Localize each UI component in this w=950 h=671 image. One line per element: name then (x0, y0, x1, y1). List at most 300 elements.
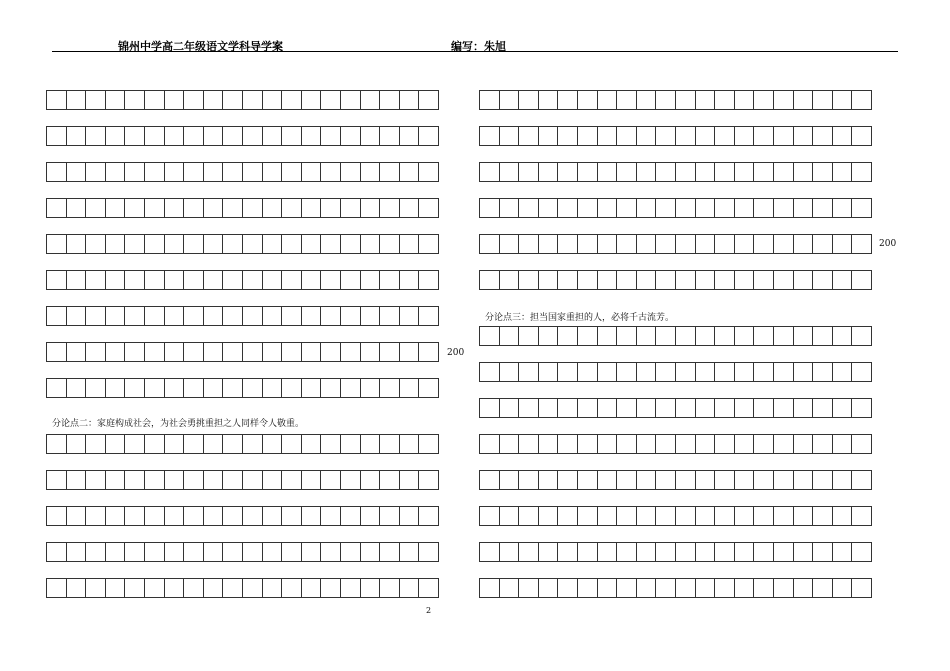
writing-cell[interactable] (754, 235, 774, 253)
writing-cell[interactable] (598, 507, 618, 525)
writing-cell[interactable] (617, 399, 637, 417)
writing-cell[interactable] (223, 471, 243, 489)
writing-cell[interactable] (813, 235, 833, 253)
writing-cell[interactable] (696, 363, 716, 381)
writing-cell[interactable] (204, 235, 224, 253)
writing-cell[interactable] (243, 435, 263, 453)
writing-cell[interactable] (500, 163, 520, 181)
writing-cell[interactable] (125, 543, 145, 561)
writing-cell[interactable] (419, 91, 439, 109)
writing-cell[interactable] (833, 91, 853, 109)
writing-cell[interactable] (480, 235, 500, 253)
writing-cell[interactable] (125, 235, 145, 253)
writing-cell[interactable] (243, 163, 263, 181)
writing-cell[interactable] (715, 471, 735, 489)
writing-cell[interactable] (341, 163, 361, 181)
writing-cell[interactable] (145, 507, 165, 525)
writing-cell[interactable] (617, 127, 637, 145)
writing-cell[interactable] (696, 327, 716, 345)
writing-cell[interactable] (617, 271, 637, 289)
writing-cell[interactable] (637, 91, 657, 109)
writing-cell[interactable] (696, 435, 716, 453)
writing-cell[interactable] (715, 199, 735, 217)
writing-cell[interactable] (813, 327, 833, 345)
writing-cell[interactable] (106, 307, 126, 325)
writing-cell[interactable] (321, 507, 341, 525)
writing-cell[interactable] (539, 91, 559, 109)
writing-cell[interactable] (813, 127, 833, 145)
writing-cell[interactable] (696, 471, 716, 489)
writing-cell[interactable] (656, 471, 676, 489)
writing-cell[interactable] (715, 127, 735, 145)
writing-cell[interactable] (125, 199, 145, 217)
writing-cell[interactable] (341, 343, 361, 361)
writing-cell[interactable] (263, 435, 283, 453)
writing-cell[interactable] (715, 399, 735, 417)
writing-cell[interactable] (500, 435, 520, 453)
writing-cell[interactable] (539, 327, 559, 345)
writing-cell[interactable] (480, 363, 500, 381)
writing-cell[interactable] (774, 235, 794, 253)
writing-cell[interactable] (598, 91, 618, 109)
writing-cell[interactable] (539, 235, 559, 253)
writing-cell[interactable] (676, 235, 696, 253)
writing-cell[interactable] (637, 543, 657, 561)
writing-cell[interactable] (341, 307, 361, 325)
writing-cell[interactable] (263, 235, 283, 253)
writing-cell[interactable] (852, 163, 872, 181)
writing-cell[interactable] (419, 471, 439, 489)
writing-cell[interactable] (617, 543, 637, 561)
writing-cell[interactable] (184, 471, 204, 489)
writing-cell[interactable] (302, 91, 322, 109)
writing-cell[interactable] (480, 127, 500, 145)
writing-cell[interactable] (321, 307, 341, 325)
writing-cell[interactable] (341, 435, 361, 453)
writing-cell[interactable] (361, 235, 381, 253)
writing-cell[interactable] (86, 507, 106, 525)
writing-cell[interactable] (47, 235, 67, 253)
writing-cell[interactable] (617, 471, 637, 489)
writing-cell[interactable] (696, 163, 716, 181)
writing-cell[interactable] (813, 271, 833, 289)
writing-cell[interactable] (321, 343, 341, 361)
writing-cell[interactable] (361, 507, 381, 525)
writing-cell[interactable] (558, 399, 578, 417)
writing-grid-row[interactable] (46, 506, 439, 526)
writing-cell[interactable] (598, 579, 618, 597)
writing-cell[interactable] (500, 363, 520, 381)
writing-cell[interactable] (519, 579, 539, 597)
writing-cell[interactable] (67, 127, 87, 145)
writing-cell[interactable] (598, 543, 618, 561)
writing-cell[interactable] (519, 271, 539, 289)
writing-cell[interactable] (223, 307, 243, 325)
writing-cell[interactable] (204, 379, 224, 397)
writing-cell[interactable] (500, 471, 520, 489)
writing-cell[interactable] (361, 91, 381, 109)
writing-grid-row[interactable] (479, 198, 872, 218)
writing-cell[interactable] (813, 363, 833, 381)
writing-cell[interactable] (419, 235, 439, 253)
writing-cell[interactable] (558, 435, 578, 453)
writing-cell[interactable] (243, 199, 263, 217)
writing-cell[interactable] (656, 363, 676, 381)
writing-cell[interactable] (676, 271, 696, 289)
writing-cell[interactable] (184, 199, 204, 217)
writing-cell[interactable] (419, 435, 439, 453)
writing-cell[interactable] (243, 127, 263, 145)
writing-cell[interactable] (223, 379, 243, 397)
writing-cell[interactable] (361, 435, 381, 453)
writing-grid-row[interactable] (479, 470, 872, 490)
writing-cell[interactable] (341, 471, 361, 489)
writing-cell[interactable] (419, 307, 439, 325)
writing-cell[interactable] (282, 543, 302, 561)
writing-grid-row[interactable] (479, 542, 872, 562)
writing-cell[interactable] (380, 91, 400, 109)
writing-cell[interactable] (578, 507, 598, 525)
writing-grid-row[interactable] (46, 470, 439, 490)
writing-cell[interactable] (400, 127, 420, 145)
writing-cell[interactable] (852, 235, 872, 253)
writing-cell[interactable] (519, 435, 539, 453)
writing-cell[interactable] (794, 471, 814, 489)
writing-cell[interactable] (558, 471, 578, 489)
writing-cell[interactable] (361, 127, 381, 145)
writing-cell[interactable] (656, 579, 676, 597)
writing-cell[interactable] (125, 163, 145, 181)
writing-cell[interactable] (243, 471, 263, 489)
writing-cell[interactable] (578, 199, 598, 217)
writing-cell[interactable] (754, 435, 774, 453)
writing-cell[interactable] (67, 471, 87, 489)
writing-cell[interactable] (833, 163, 853, 181)
writing-cell[interactable] (263, 343, 283, 361)
writing-cell[interactable] (813, 91, 833, 109)
writing-cell[interactable] (578, 271, 598, 289)
writing-cell[interactable] (500, 327, 520, 345)
writing-cell[interactable] (735, 327, 755, 345)
writing-cell[interactable] (380, 199, 400, 217)
writing-cell[interactable] (676, 363, 696, 381)
writing-cell[interactable] (833, 579, 853, 597)
writing-cell[interactable] (676, 507, 696, 525)
writing-cell[interactable] (165, 543, 185, 561)
writing-cell[interactable] (754, 363, 774, 381)
writing-cell[interactable] (243, 543, 263, 561)
writing-cell[interactable] (774, 163, 794, 181)
writing-cell[interactable] (754, 579, 774, 597)
writing-cell[interactable] (204, 307, 224, 325)
writing-cell[interactable] (380, 307, 400, 325)
writing-cell[interactable] (754, 91, 774, 109)
writing-cell[interactable] (519, 507, 539, 525)
writing-cell[interactable] (361, 343, 381, 361)
writing-cell[interactable] (419, 199, 439, 217)
writing-cell[interactable] (833, 271, 853, 289)
writing-cell[interactable] (86, 163, 106, 181)
writing-cell[interactable] (735, 127, 755, 145)
writing-cell[interactable] (852, 543, 872, 561)
writing-cell[interactable] (106, 435, 126, 453)
writing-cell[interactable] (480, 91, 500, 109)
writing-cell[interactable] (321, 271, 341, 289)
writing-grid-row[interactable] (46, 90, 439, 110)
writing-cell[interactable] (617, 327, 637, 345)
writing-cell[interactable] (361, 199, 381, 217)
writing-cell[interactable] (500, 199, 520, 217)
writing-cell[interactable] (696, 235, 716, 253)
writing-cell[interactable] (558, 579, 578, 597)
writing-cell[interactable] (519, 199, 539, 217)
writing-cell[interactable] (223, 579, 243, 597)
writing-cell[interactable] (696, 91, 716, 109)
writing-cell[interactable] (380, 435, 400, 453)
writing-cell[interactable] (637, 507, 657, 525)
writing-grid-row[interactable] (46, 234, 439, 254)
writing-cell[interactable] (637, 327, 657, 345)
writing-cell[interactable] (380, 163, 400, 181)
writing-cell[interactable] (794, 199, 814, 217)
writing-cell[interactable] (794, 579, 814, 597)
writing-cell[interactable] (125, 379, 145, 397)
writing-cell[interactable] (519, 363, 539, 381)
writing-cell[interactable] (419, 579, 439, 597)
writing-cell[interactable] (400, 235, 420, 253)
writing-cell[interactable] (67, 91, 87, 109)
writing-cell[interactable] (125, 435, 145, 453)
writing-cell[interactable] (282, 471, 302, 489)
writing-cell[interactable] (400, 199, 420, 217)
writing-cell[interactable] (598, 199, 618, 217)
writing-cell[interactable] (754, 507, 774, 525)
writing-cell[interactable] (676, 163, 696, 181)
writing-cell[interactable] (184, 271, 204, 289)
writing-cell[interactable] (282, 343, 302, 361)
writing-cell[interactable] (774, 543, 794, 561)
writing-cell[interactable] (558, 127, 578, 145)
writing-cell[interactable] (598, 127, 618, 145)
writing-cell[interactable] (735, 363, 755, 381)
writing-cell[interactable] (165, 235, 185, 253)
writing-cell[interactable] (341, 579, 361, 597)
writing-cell[interactable] (774, 435, 794, 453)
writing-cell[interactable] (223, 271, 243, 289)
writing-grid-row[interactable] (479, 506, 872, 526)
writing-cell[interactable] (341, 379, 361, 397)
writing-cell[interactable] (361, 543, 381, 561)
writing-cell[interactable] (204, 543, 224, 561)
writing-cell[interactable] (165, 271, 185, 289)
writing-cell[interactable] (341, 91, 361, 109)
writing-cell[interactable] (47, 271, 67, 289)
writing-cell[interactable] (539, 579, 559, 597)
writing-cell[interactable] (480, 435, 500, 453)
writing-cell[interactable] (302, 307, 322, 325)
writing-cell[interactable] (282, 435, 302, 453)
writing-cell[interactable] (106, 543, 126, 561)
writing-cell[interactable] (145, 163, 165, 181)
writing-cell[interactable] (165, 199, 185, 217)
writing-cell[interactable] (321, 163, 341, 181)
writing-cell[interactable] (341, 507, 361, 525)
writing-cell[interactable] (125, 307, 145, 325)
writing-cell[interactable] (243, 91, 263, 109)
writing-cell[interactable] (263, 91, 283, 109)
writing-cell[interactable] (676, 471, 696, 489)
writing-cell[interactable] (302, 235, 322, 253)
writing-cell[interactable] (302, 471, 322, 489)
writing-cell[interactable] (165, 127, 185, 145)
writing-grid-row[interactable] (479, 234, 872, 254)
writing-cell[interactable] (715, 163, 735, 181)
writing-cell[interactable] (67, 235, 87, 253)
writing-cell[interactable] (519, 471, 539, 489)
writing-cell[interactable] (754, 543, 774, 561)
writing-cell[interactable] (47, 163, 67, 181)
writing-cell[interactable] (578, 543, 598, 561)
writing-cell[interactable] (380, 343, 400, 361)
writing-cell[interactable] (184, 343, 204, 361)
writing-cell[interactable] (852, 399, 872, 417)
writing-cell[interactable] (184, 379, 204, 397)
writing-cell[interactable] (145, 199, 165, 217)
writing-cell[interactable] (735, 271, 755, 289)
writing-cell[interactable] (578, 363, 598, 381)
writing-cell[interactable] (243, 271, 263, 289)
writing-cell[interactable] (598, 471, 618, 489)
writing-cell[interactable] (656, 543, 676, 561)
writing-cell[interactable] (361, 379, 381, 397)
writing-cell[interactable] (480, 543, 500, 561)
writing-cell[interactable] (165, 379, 185, 397)
writing-cell[interactable] (145, 579, 165, 597)
writing-cell[interactable] (794, 127, 814, 145)
writing-cell[interactable] (184, 543, 204, 561)
writing-cell[interactable] (852, 363, 872, 381)
writing-cell[interactable] (165, 307, 185, 325)
writing-grid-row[interactable] (479, 398, 872, 418)
writing-cell[interactable] (282, 307, 302, 325)
writing-cell[interactable] (715, 579, 735, 597)
writing-cell[interactable] (754, 271, 774, 289)
writing-cell[interactable] (617, 363, 637, 381)
writing-cell[interactable] (282, 271, 302, 289)
writing-cell[interactable] (106, 271, 126, 289)
writing-cell[interactable] (47, 199, 67, 217)
writing-cell[interactable] (47, 579, 67, 597)
writing-cell[interactable] (380, 507, 400, 525)
writing-cell[interactable] (47, 471, 67, 489)
writing-cell[interactable] (341, 127, 361, 145)
writing-cell[interactable] (125, 127, 145, 145)
writing-cell[interactable] (656, 163, 676, 181)
writing-cell[interactable] (419, 543, 439, 561)
writing-cell[interactable] (735, 507, 755, 525)
writing-cell[interactable] (578, 235, 598, 253)
writing-cell[interactable] (361, 271, 381, 289)
writing-cell[interactable] (715, 435, 735, 453)
writing-cell[interactable] (833, 327, 853, 345)
writing-cell[interactable] (519, 327, 539, 345)
writing-cell[interactable] (400, 271, 420, 289)
writing-cell[interactable] (774, 399, 794, 417)
writing-cell[interactable] (165, 471, 185, 489)
writing-cell[interactable] (833, 363, 853, 381)
writing-cell[interactable] (852, 327, 872, 345)
writing-cell[interactable] (735, 543, 755, 561)
writing-cell[interactable] (321, 579, 341, 597)
writing-cell[interactable] (519, 399, 539, 417)
writing-cell[interactable] (67, 543, 87, 561)
writing-cell[interactable] (794, 327, 814, 345)
writing-cell[interactable] (47, 507, 67, 525)
writing-grid-row[interactable] (46, 342, 439, 362)
writing-cell[interactable] (598, 271, 618, 289)
writing-grid-row[interactable] (479, 362, 872, 382)
writing-cell[interactable] (676, 399, 696, 417)
writing-cell[interactable] (696, 127, 716, 145)
writing-cell[interactable] (145, 435, 165, 453)
writing-cell[interactable] (145, 127, 165, 145)
writing-cell[interactable] (47, 435, 67, 453)
writing-cell[interactable] (578, 435, 598, 453)
writing-cell[interactable] (86, 271, 106, 289)
writing-cell[interactable] (282, 163, 302, 181)
writing-cell[interactable] (106, 379, 126, 397)
writing-cell[interactable] (341, 235, 361, 253)
writing-cell[interactable] (598, 163, 618, 181)
writing-cell[interactable] (184, 579, 204, 597)
writing-grid-row[interactable] (46, 542, 439, 562)
writing-cell[interactable] (715, 235, 735, 253)
writing-cell[interactable] (637, 199, 657, 217)
writing-cell[interactable] (282, 235, 302, 253)
writing-cell[interactable] (558, 271, 578, 289)
writing-cell[interactable] (500, 235, 520, 253)
writing-cell[interactable] (145, 235, 165, 253)
writing-cell[interactable] (302, 543, 322, 561)
writing-cell[interactable] (715, 271, 735, 289)
writing-cell[interactable] (321, 435, 341, 453)
writing-cell[interactable] (676, 435, 696, 453)
writing-cell[interactable] (794, 507, 814, 525)
writing-cell[interactable] (715, 507, 735, 525)
writing-cell[interactable] (86, 435, 106, 453)
writing-cell[interactable] (519, 91, 539, 109)
writing-cell[interactable] (145, 307, 165, 325)
writing-cell[interactable] (204, 127, 224, 145)
writing-grid-row[interactable] (46, 270, 439, 290)
writing-cell[interactable] (519, 163, 539, 181)
writing-cell[interactable] (204, 271, 224, 289)
writing-cell[interactable] (735, 235, 755, 253)
writing-cell[interactable] (223, 235, 243, 253)
writing-cell[interactable] (833, 199, 853, 217)
writing-cell[interactable] (263, 307, 283, 325)
writing-cell[interactable] (86, 579, 106, 597)
writing-cell[interactable] (637, 471, 657, 489)
writing-grid-row[interactable] (46, 378, 439, 398)
writing-cell[interactable] (480, 271, 500, 289)
writing-cell[interactable] (558, 363, 578, 381)
writing-grid-row[interactable] (46, 578, 439, 598)
writing-cell[interactable] (282, 579, 302, 597)
writing-cell[interactable] (637, 163, 657, 181)
writing-cell[interactable] (715, 363, 735, 381)
writing-cell[interactable] (735, 435, 755, 453)
